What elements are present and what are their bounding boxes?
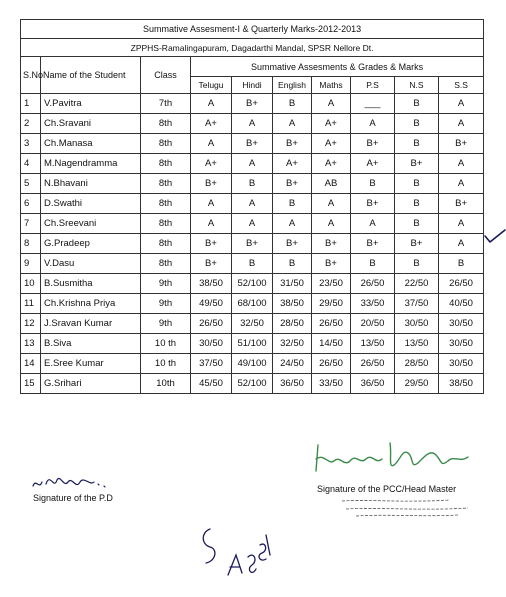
row-mark: A <box>191 94 232 114</box>
row-student-name: M.Nagendramma <box>41 154 141 174</box>
row-mark: B+ <box>312 254 351 274</box>
row-mark: A <box>191 134 232 154</box>
row-mark: B <box>395 214 439 234</box>
table-row <box>21 374 484 394</box>
table-row <box>21 274 484 294</box>
row-class: 9th <box>141 274 191 294</box>
row-mark: A <box>191 214 232 234</box>
row-sno: 5 <box>21 174 41 194</box>
table-row <box>21 94 484 114</box>
row-mark: B <box>395 134 439 154</box>
row-mark: 30/50 <box>439 314 484 334</box>
row-mark: A+ <box>191 114 232 134</box>
row-mark: B+ <box>351 234 395 254</box>
row-mark: 30/50 <box>439 334 484 354</box>
row-mark: A <box>312 94 351 114</box>
hm-signature-block <box>310 435 490 525</box>
row-mark: 37/50 <box>191 354 232 374</box>
row-mark: B+ <box>232 134 273 154</box>
subject-header: N.S <box>395 77 439 94</box>
row-student-name: B.Susmitha <box>41 274 141 294</box>
subject-header: Telugu <box>191 77 232 94</box>
subject-header: English <box>273 77 312 94</box>
header-sno: S.No <box>21 57 41 94</box>
table-row <box>21 114 484 134</box>
row-mark: B <box>439 254 484 274</box>
row-mark: 52/100 <box>232 274 273 294</box>
sheet-title: Summative Assesment-I & Quarterly Marks-2012-2013 <box>21 20 484 39</box>
table-row <box>21 294 484 314</box>
row-mark: B+ <box>395 154 439 174</box>
row-mark: 26/50 <box>312 314 351 334</box>
row-mark: 29/50 <box>395 374 439 394</box>
row-sno: 7 <box>21 214 41 234</box>
row-class: 8th <box>141 154 191 174</box>
row-mark: B <box>395 174 439 194</box>
header-class: Class <box>141 57 191 94</box>
row-class: 9th <box>141 294 191 314</box>
row-mark: A <box>232 214 273 234</box>
row-mark: 38/50 <box>191 274 232 294</box>
row-mark: B+ <box>439 194 484 214</box>
row-mark: 38/50 <box>273 294 312 314</box>
row-mark: B <box>273 94 312 114</box>
row-mark: A+ <box>312 134 351 154</box>
table-row <box>21 354 484 374</box>
row-mark: A+ <box>312 154 351 174</box>
row-mark: 45/50 <box>191 374 232 394</box>
table-row <box>21 234 484 254</box>
row-mark: 13/50 <box>351 334 395 354</box>
row-mark: 36/50 <box>351 374 395 394</box>
row-mark: 28/50 <box>395 354 439 374</box>
row-student-name: Ch.Manasa <box>41 134 141 154</box>
row-mark: 30/50 <box>439 354 484 374</box>
row-mark: A <box>439 114 484 134</box>
row-mark: 51/100 <box>232 334 273 354</box>
row-mark: A <box>312 214 351 234</box>
row-mark: 68/100 <box>232 294 273 314</box>
row-class: 8th <box>141 254 191 274</box>
row-sno: 8 <box>21 234 41 254</box>
hm-signature-caption: Signature of the PCC/Head Master <box>317 484 457 494</box>
row-mark: 40/50 <box>439 294 484 314</box>
row-mark: A+ <box>312 114 351 134</box>
row-mark: A <box>232 114 273 134</box>
row-mark: B+ <box>232 94 273 114</box>
row-mark: 49/50 <box>191 294 232 314</box>
table-row <box>21 174 484 194</box>
row-mark: A <box>312 194 351 214</box>
row-mark: B <box>351 254 395 274</box>
school-stamp-mark <box>340 497 480 519</box>
row-class: 8th <box>141 214 191 234</box>
row-class: 8th <box>141 174 191 194</box>
row-class: 10 th <box>141 354 191 374</box>
tick-mark-icon <box>484 228 506 244</box>
table-row <box>21 154 484 174</box>
row-class: 8th <box>141 234 191 254</box>
pd-signature-caption: Signature of the P.D <box>33 493 113 503</box>
row-mark: B <box>232 174 273 194</box>
row-mark: 33/50 <box>312 374 351 394</box>
row-mark: 22/50 <box>395 274 439 294</box>
row-student-name: Ch.Sreevani <box>41 214 141 234</box>
row-mark: 32/50 <box>232 314 273 334</box>
row-class: 9th <box>141 314 191 334</box>
row-student-name: N.Bhavani <box>41 174 141 194</box>
row-mark: AB <box>312 174 351 194</box>
subject-header: P.S <box>351 77 395 94</box>
row-mark: 24/50 <box>273 354 312 374</box>
subject-header: Maths <box>312 77 351 94</box>
row-sno: 6 <box>21 194 41 214</box>
row-sno: 14 <box>21 354 41 374</box>
row-mark: 31/50 <box>273 274 312 294</box>
row-sno: 3 <box>21 134 41 154</box>
row-student-name: B.Siva <box>41 334 141 354</box>
row-sno: 13 <box>21 334 41 354</box>
row-mark: A <box>439 94 484 114</box>
row-mark: 23/50 <box>312 274 351 294</box>
row-student-name: E.Sree Kumar <box>41 354 141 374</box>
row-sno: 11 <box>21 294 41 314</box>
row-mark: A <box>232 154 273 174</box>
row-student-name: Ch.Krishna Priya <box>41 294 141 314</box>
row-sno: 1 <box>21 94 41 114</box>
row-mark: B <box>395 194 439 214</box>
subject-header: Hindi <box>232 77 273 94</box>
row-mark: B+ <box>439 134 484 154</box>
row-mark: 26/50 <box>191 314 232 334</box>
row-student-name: J.Sravan Kumar <box>41 314 141 334</box>
school-name: ZPPHS-Ramalingapuram, Dagadarthi Mandal, SPSR Nellore Dt. <box>21 39 484 57</box>
row-mark: A <box>439 234 484 254</box>
row-sno: 12 <box>21 314 41 334</box>
row-class: 7th <box>141 94 191 114</box>
row-mark: 26/50 <box>351 354 395 374</box>
row-mark: A <box>351 114 395 134</box>
header-name: Name of the Student <box>41 57 141 94</box>
row-mark: 26/50 <box>439 274 484 294</box>
row-sno: 15 <box>21 374 41 394</box>
row-mark: A <box>232 194 273 214</box>
row-student-name: Ch.Sravani <box>41 114 141 134</box>
row-sno: 4 <box>21 154 41 174</box>
row-mark: 20/50 <box>351 314 395 334</box>
row-mark: B <box>232 254 273 274</box>
row-class: 8th <box>141 134 191 154</box>
row-mark: B+ <box>351 134 395 154</box>
row-student-name: G.Srihari <box>41 374 141 394</box>
row-student-name: V.Pavitra <box>41 94 141 114</box>
subject-header: S.S <box>439 77 484 94</box>
row-mark: 30/50 <box>395 314 439 334</box>
row-mark: A+ <box>273 154 312 174</box>
bottom-handwritten-scribble <box>196 515 276 590</box>
row-mark: 26/50 <box>351 274 395 294</box>
row-mark: 37/50 <box>395 294 439 314</box>
row-mark: B+ <box>232 234 273 254</box>
row-mark: B <box>395 114 439 134</box>
row-mark: B+ <box>273 134 312 154</box>
row-mark: 29/50 <box>312 294 351 314</box>
row-mark: 49/100 <box>232 354 273 374</box>
row-mark: A <box>439 154 484 174</box>
row-mark: 33/50 <box>351 294 395 314</box>
row-mark: B <box>395 94 439 114</box>
school-row <box>21 39 484 57</box>
row-mark: B <box>395 254 439 274</box>
row-mark: 13/50 <box>395 334 439 354</box>
row-mark: B+ <box>191 254 232 274</box>
row-mark: 36/50 <box>273 374 312 394</box>
row-mark: B+ <box>395 234 439 254</box>
row-student-name: G.Pradeep <box>41 234 141 254</box>
row-mark: A <box>191 194 232 214</box>
row-student-name: D.Swathi <box>41 194 141 214</box>
table-row <box>21 134 484 154</box>
row-mark: A <box>439 174 484 194</box>
row-mark: 28/50 <box>273 314 312 334</box>
row-class: 10th <box>141 374 191 394</box>
row-mark: B+ <box>191 174 232 194</box>
row-mark: B <box>273 194 312 214</box>
row-mark: 32/50 <box>273 334 312 354</box>
row-student-name: V.Dasu <box>41 254 141 274</box>
row-mark: A <box>439 214 484 234</box>
row-mark: B+ <box>312 234 351 254</box>
table-row <box>21 254 484 274</box>
table-row <box>21 214 484 234</box>
table-row <box>21 314 484 334</box>
pd-signature-block <box>30 460 120 503</box>
row-mark: B+ <box>191 234 232 254</box>
student-rows <box>21 94 484 394</box>
row-mark: A <box>273 114 312 134</box>
row-mark: A <box>351 214 395 234</box>
title-row <box>21 20 484 39</box>
header-row <box>21 57 484 77</box>
row-mark: ___ <box>351 94 395 114</box>
row-mark: B <box>351 174 395 194</box>
row-mark: B+ <box>273 234 312 254</box>
row-mark: B <box>273 254 312 274</box>
row-mark: A+ <box>351 154 395 174</box>
row-class: 8th <box>141 114 191 134</box>
table-row <box>21 334 484 354</box>
hm-signature-scribble <box>310 435 480 480</box>
row-class: 10 th <box>141 334 191 354</box>
row-mark: A <box>273 214 312 234</box>
row-mark: 30/50 <box>191 334 232 354</box>
row-class: 8th <box>141 194 191 214</box>
row-mark: 14/50 <box>312 334 351 354</box>
row-mark: B+ <box>273 174 312 194</box>
row-sno: 2 <box>21 114 41 134</box>
table-row <box>21 194 484 214</box>
row-sno: 10 <box>21 274 41 294</box>
header-group: Summative Assesments & Grades & Marks <box>191 57 484 77</box>
row-mark: A+ <box>191 154 232 174</box>
row-sno: 9 <box>21 254 41 274</box>
marks-table <box>20 19 484 394</box>
row-mark: 52/100 <box>232 374 273 394</box>
row-mark: B+ <box>351 194 395 214</box>
row-mark: 26/50 <box>312 354 351 374</box>
row-mark: 38/50 <box>439 374 484 394</box>
